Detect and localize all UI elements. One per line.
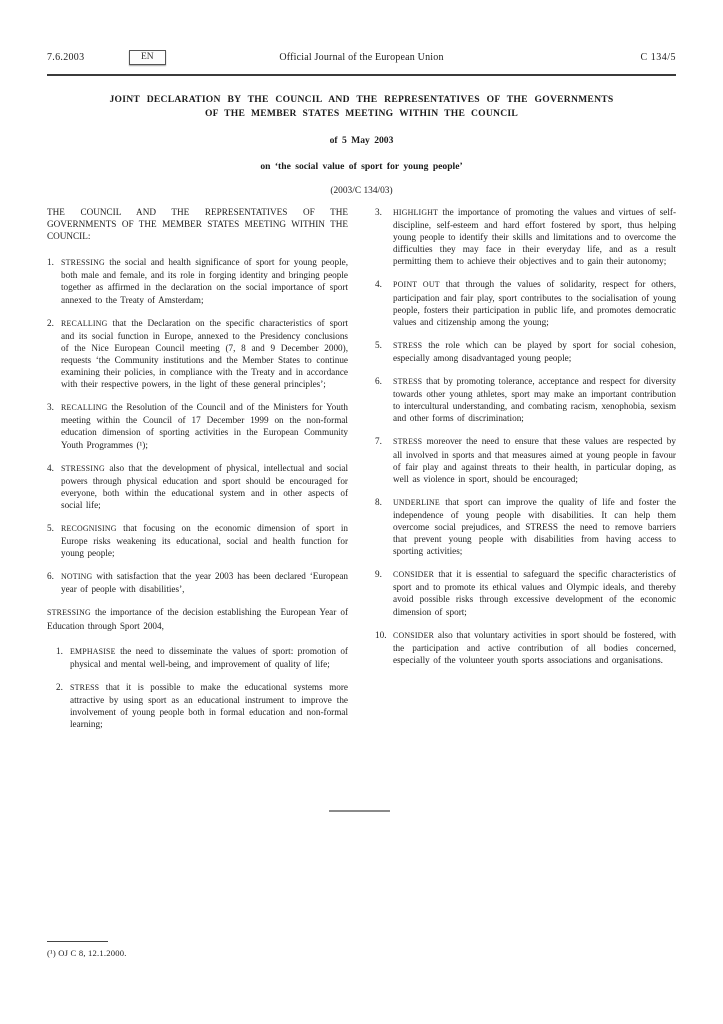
list-item-keyword: STRESS <box>393 377 423 387</box>
list-item-number: 10. <box>375 629 387 640</box>
language-code-box: EN <box>129 50 166 65</box>
list-item-keyword: EMPHASISE <box>70 646 116 656</box>
list-item-number: 4. <box>375 279 382 290</box>
list-item-keyword: STRESSING <box>61 258 105 268</box>
list-item-keyword: HIGHLIGHT <box>393 208 439 217</box>
list-item-number: 8. <box>375 496 382 507</box>
paragraph-keyword: STRESSING <box>47 608 91 618</box>
list-item <box>375 568 676 617</box>
list-item-number: 6. <box>47 571 54 582</box>
list-item-text: the role which can be played by sport for social cohesion, especially among disadvantaged young people; <box>393 339 676 363</box>
document-title: JOINT DECLARATION BY THE COUNCIL AND THE REPRESENTATIVES OF THE GOVERNMENTS OF THE MEMBER STATES MEETING WITHIN THE COUNCIL <box>109 94 614 119</box>
list-item <box>375 435 676 484</box>
list-item-number: 2. <box>56 681 63 692</box>
list-item <box>375 496 676 557</box>
list-item <box>375 375 676 424</box>
list-item <box>47 401 348 450</box>
list-item-text: that by promoting tolerance, acceptance and respect for diversity towards other young athletes, sport may make an important contribution to intercultural understanding, and combating racism, xenophobia, sexism and other forms of discrimination; <box>393 376 677 424</box>
sub-list-item <box>56 645 348 670</box>
list-item-keyword: CONSIDER <box>393 570 435 580</box>
list-item-number: 5. <box>375 339 382 350</box>
list-item-text: also that the development of physical, intellectual and social powers through physical education and sport should be encouraged for everyone, both within the educational system and in other aspects of social life; <box>61 462 348 510</box>
list-item <box>375 629 676 666</box>
list-item-text: that it is possible to make the educational systems more attractive by using sport as an educational instrument to improve the involvement of young people both in formal education and non-formal learning; <box>70 681 348 730</box>
list-item-text: that the Declaration on the specific characteristics of sport and its social function in Europe, annexed to the Presidency conclusions of the Nice European Council meeting (7, 8 and 9 December 2000), requests ‘the Community institutions and the Member States to continue examining their policies, in compliance with the Treaty and in accordance with their respective powers, in the light of these general principles’; <box>61 317 348 390</box>
stressing-paragraph <box>47 606 348 631</box>
list-item-text: that through the values of solidarity, respect for others, participation and fair play, sport contributes to the socialisation of young people, fosters their participation in public life, and promotes democratic values and citizenship among the young; <box>393 279 677 327</box>
list-item-text: with satisfaction that the year 2003 has been declared ‘European year of people with disabilities’, <box>61 571 348 595</box>
list-item-keyword: CONSIDER <box>393 630 435 640</box>
list-item <box>375 206 676 267</box>
list-item-number: 6. <box>375 376 382 387</box>
list-item-number: 7. <box>375 436 382 447</box>
list-item-keyword: STRESS <box>393 437 423 447</box>
left-column <box>47 206 348 741</box>
header-date: 7.6.2003 <box>47 52 85 63</box>
list-item-text: moreover the need to ensure that these values are respected by all involved in sports and that measures aimed at young people in favour of fair play and against threats to their health, in particular doping, as well as violence in sport, should be encouraged; <box>393 436 676 484</box>
list-item-keyword: STRESS <box>70 682 100 692</box>
list-item-number: 3. <box>375 207 382 217</box>
list-item-text: the importance of promoting the values and virtues of self-discipline, self-esteem and hard effort fostered by sport, thus helping young people to identify their skills and limitations and to overcome the difficulties they may face in their everyday life, and as a result permitting them to achieve their objectives and to gain their autonomy; <box>393 207 677 267</box>
list-item-number: 9. <box>375 569 382 580</box>
document-subject-line: on ‘the social value of sport for young people’ <box>260 161 463 172</box>
list-item-keyword: STRESSING <box>61 463 105 473</box>
list-item <box>47 317 348 391</box>
document-reference: (2003/C 134/03) <box>330 186 393 196</box>
sub-list-item <box>56 681 348 730</box>
list-item-text: the Resolution of the Council and of the Ministers for Youth meeting within the Council of 17 December 1999 on the non-formal education dimension of sporting activities in the European Community Youth Programmes (¹); <box>61 402 349 450</box>
list-item <box>375 278 676 327</box>
list-item-text: that it is essential to safeguard the specific characteristics of sport and to promote its ethical values and Olympic ideals, and thereby avoid possible risks through excessive development of the economic dimension of sport; <box>393 569 676 617</box>
list-item-keyword: RECOGNISING <box>61 523 117 533</box>
list-item <box>47 462 348 511</box>
list-item-keyword: RECALLING <box>61 318 108 328</box>
list-item-keyword: NOTING <box>61 572 93 582</box>
list-item <box>47 522 348 559</box>
title-block <box>0 93 723 196</box>
preamble-paragraph: THE COUNCIL AND THE REPRESENTATIVES OF THE GOVERNMENTS OF THE MEMBER STATES MEETING WITHIN THE COUNCIL: <box>47 207 348 242</box>
list-item-text: the need to disseminate the values of sport: promotion of physical and mental well-being, and improvement of quality of life; <box>70 645 348 669</box>
right-column <box>375 206 676 741</box>
list-item-number: 4. <box>47 462 54 473</box>
list-item-text: that sport can improve the quality of life and foster the independence of young people with disabilities. It can help them overcome social prejudices, and STRESS the need to remove barriers that prevent young people with disabilities from having access to sporting activities; <box>393 496 676 557</box>
list-item-number: 2. <box>47 317 54 328</box>
header-rule <box>47 74 676 76</box>
list-item <box>47 256 348 305</box>
document-body <box>47 206 676 741</box>
list-item-number: 3. <box>47 402 54 413</box>
footnote-rule <box>47 941 108 942</box>
list-item <box>47 570 348 595</box>
list-item-text: that focusing on the economic dimension of sport in Europe risks weakening its educational, social and health function for young people; <box>61 522 348 559</box>
header-page-reference: C 134/5 <box>640 52 676 63</box>
list-item-number: 1. <box>56 645 63 656</box>
list-item <box>375 339 676 364</box>
list-item-keyword: UNDERLINE <box>393 497 440 507</box>
footnote-text: (¹) OJ C 8, 12.1.2000. <box>47 948 127 958</box>
list-item-text: the social and health significance of sport for young people, both male and female, and its role in forging identity and bringing people together as affirmed in the declaration on the social importance of sport annexed to the Treaty of Amsterdam; <box>61 257 348 305</box>
list-item-keyword: STRESS <box>393 340 423 350</box>
list-item-number: 1. <box>47 257 54 268</box>
journal-title: Official Journal of the European Union <box>279 52 444 63</box>
list-item-text: also that voluntary activities in sport should be fostered, with the participation and active contribution of all bodies concerned, especially of the volunteer youth sports associations and organisations. <box>393 629 677 665</box>
page-header <box>47 50 676 67</box>
list-item-keyword: RECALLING <box>61 403 108 413</box>
list-item-number: 5. <box>47 522 54 533</box>
section-end-divider <box>329 810 390 812</box>
paragraph-text: the importance of the decision establishing the European Year of Education through Sport 2004, <box>47 607 349 631</box>
list-item-keyword: POINT OUT <box>393 280 440 290</box>
document-date-line: of 5 May 2003 <box>329 135 394 146</box>
